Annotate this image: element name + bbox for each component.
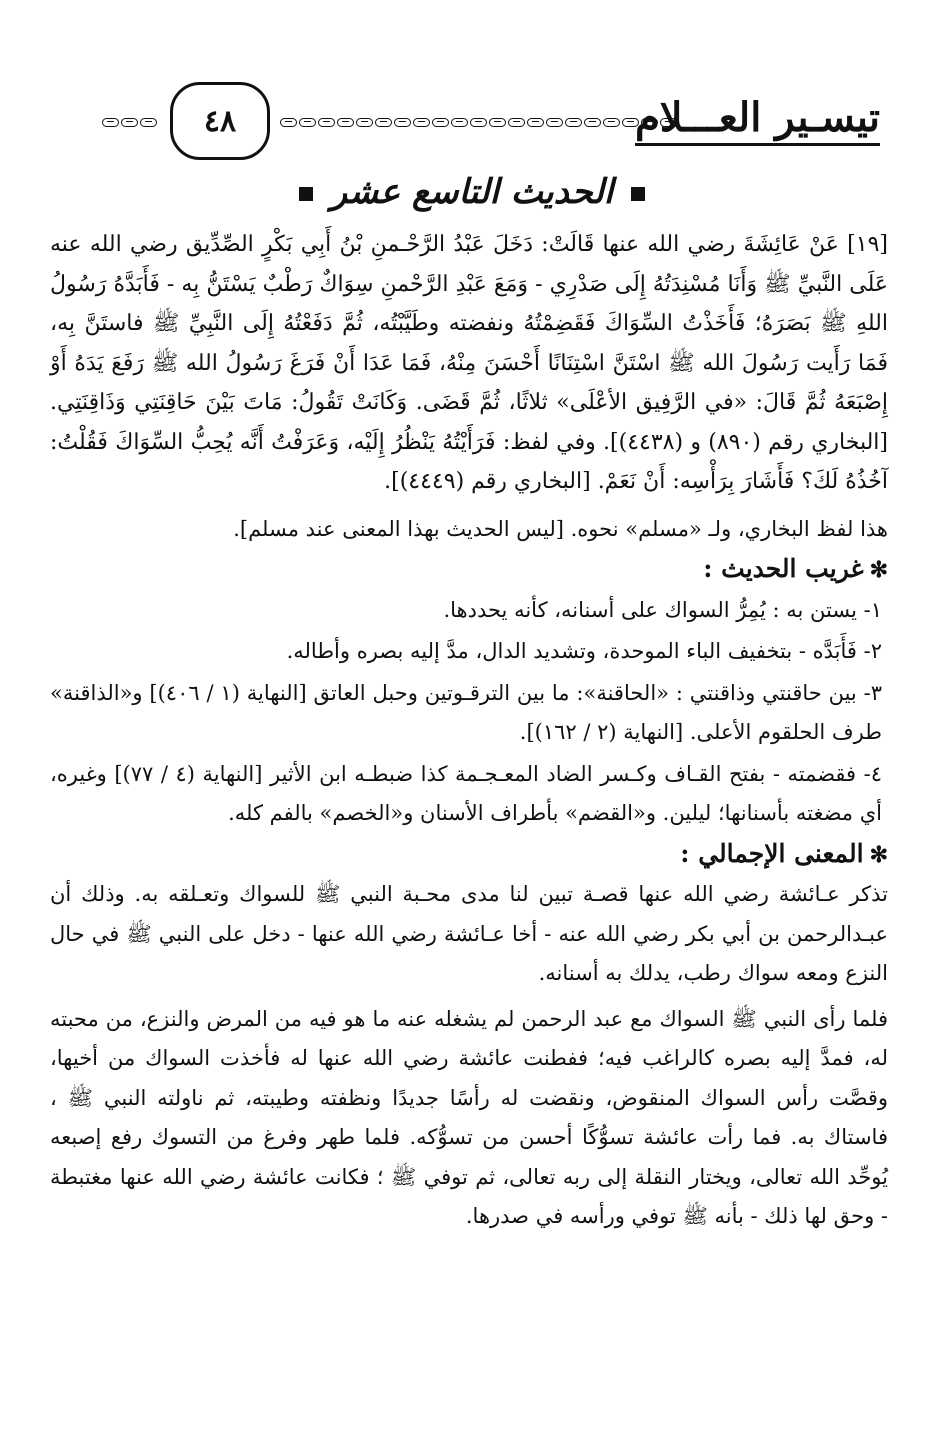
ijmali-heading [50, 834, 888, 876]
list-item: ٤- فقضمته - بفتح القـاف وكـسر الضاد المعـجـمة كذا ضبطـه ابن الأثير [النهاية (٤ / ٧٧)] وغيره، أي مضغته بأسنانها؛ ليلين. و«القضم» بأطراف الأسنان و«الخصم» بالفم كله. [50, 761, 882, 825]
section-title [0, 172, 944, 212]
list-item: ٣- بين حاقنتي وذاقنتي : «الحاقنة»: ما بين الترقـوتين وحبل العاتق [النهاية (١ / ٤٠٦)] و«الذاقنة» طرف الحلقوم الأعلى. [النهاية (٢ / ١٦٢)]. [50, 680, 882, 744]
list-item: ١- يستن به : يُمِرُّ السواك على أسنانه، كأنه يحددها. [443, 597, 882, 622]
square-bullet-icon [299, 187, 313, 201]
header-ornament [280, 118, 677, 127]
section-title-text: الحديث التاسع عشر [330, 172, 614, 212]
list-item: ٢- فَأَبَدَّه - بتخفيف الباء الموحدة، وتشديد الدال، مدَّ إليه بصره وأطاله. [286, 639, 882, 663]
asterisk-icon: ✻ [869, 841, 888, 868]
book-title: تيسـير العـــلام [635, 94, 880, 146]
hadith-text: [١٩] عَنْ عَائِشَةَ رضي الله عنها قَالَتْ: دَخَلَ عَبْدُ الرَّحْـمنِ بْنُ أَبِي بَكْرٍ الصِّدِّيق رضي الله عنه عَلَى النَّبيِّ ﷺ وَأَنَا مُسْنِدَتُهُ إِلَى صَدْرِي - وَمَعَ عَبْدِ الرَّحْمنِ سِوَاكٌ رَطْبٌ يَسْتَنُّ بِه - فَأَبَدَّهُ رَسُولُ اللهِ ﷺ بَصَرَهُ؛ فَأَخَذْتُ السِّوَاكَ فَقَضِمْتُهُ ونفضته وطَيَّبْتُه، ثُمَّ دَفَعْتُهُ إِلَى النَّبِيِّ ﷺ فاستَنَّ بِه، فَمَا رَأَيت رَسُولَ الله ﷺ اسْتَنَّ اسْتِنَانًا أَحْسَنَ مِنْهُ، فَمَا عَدَا أَنْ فَرَغَ رَسُولُ الله ﷺ رَفَعَ يَدَهُ أَوْ إِصْبَعَهُ ثُمَّ قَالَ: «في الرَّفِيق الأعْلَى» ثلاثًا، ثُمَّ قَضَى. وَكَانَتْ تَقُولُ: مَاتَ بَيْنَ حَاقِنَتِي وَذَاقِنَتِي. [البخاري رقم (٨٩٠) و (٤٤٣٨)]. وفي لفظ: فَرَأَيْتُهُ يَنْظُرُ إِلَيْه، وَعَرَفْتُ أَنَّه يُحِبُّ السِّوَاكَ فَقُلْتُ: آخُذُهُ لَكَ؟ فَأَشَارَ بِرَأْسِه: أَنْ نَعَمْ. [البخاري رقم (٤٤٤٩)]. [50, 232, 889, 494]
gharib-heading-text: غريب الحديث : [703, 554, 864, 583]
page-header [100, 82, 880, 162]
page-number [170, 82, 270, 160]
source-note: هذا لفظ البخاري، ولـ «مسلم» نحوه. [ليس الحديث بهذا المعنى عند مسلم]. [233, 516, 888, 541]
header-ornament-small [102, 118, 157, 127]
paragraph: فلما رأى النبي ﷺ السواك مع عبد الرحمن لم يشغله عنه ما هو فيه من المرض والنزع، من محبته له، فمدَّ إليه بصره كالراغب فيه؛ ففطنت عائشة رضي الله عنها له فأخذت السواك من أخيها، وقصَّت رأس السواك المنقوض، ونقضت له رأسًا جديدًا ونظفته وطيبته، ثم ناولته النبي ﷺ ، فاستاك به. فما رأت عائشة تسوُّكًا أحسن من تسوُّكه. فلما طهر وفرغ من التسوك رفع إصبعه يُوحِّد الله تعالى، ويختار النقلة إلى ربه تعالى، ثم توفي ﷺ ؛ فكانت عائشة رضي الله عنها مغتبطة - وحق لها ذلك - بأنه ﷺ توفي ورأسه في صدرها. [50, 1006, 888, 1228]
page-body [50, 225, 888, 1237]
asterisk-icon: ✻ [869, 557, 888, 583]
gharib-heading [50, 549, 888, 591]
paragraph: تذكر عـائشة رضي الله عنها قصـة تبين لنا مدى محـبة النبي ﷺ للسواك وتعـلقه به. وذلك أن عبـدالرحمن بن أبي بكر رضي الله عنه - أخا عـائشة رضي الله عنها - دخل على النبي ﷺ في حال النزع ومعه سواك رطب، يدلك به أسنانه. [50, 882, 888, 985]
ijmali-heading-text: المعنى الإجمالي : [680, 838, 864, 868]
square-bullet-icon [631, 187, 645, 201]
page-number-text: ٤٨ [203, 103, 237, 139]
